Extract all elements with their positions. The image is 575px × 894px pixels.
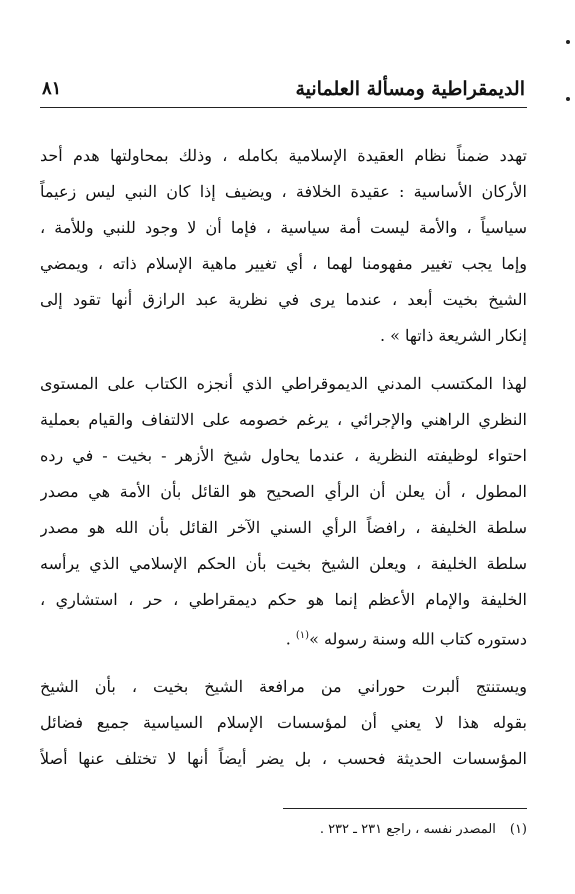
body-text <box>40 138 527 777</box>
text-line: الخليفة والإمام الأعظم إنما هو حكم ديمقراطي ، حر ، استشاري ، <box>40 590 527 609</box>
text-line: احتواء لوظيفته النظرية ، عندما يحاول شيخ الأزهر - بخيت - في رده <box>40 446 527 465</box>
text-line: بقوله هذا لا يعني أن لمؤسسات الإسلام السياسية جميع فضائل <box>40 713 527 733</box>
text-line: الأركان الأساسية : عقيدة الخلافة ، ويضيف إذا كان النبي ليس زعيماً <box>40 182 527 201</box>
footnote-rule <box>283 808 527 809</box>
text-line: المؤسسات الحديثة فحسب ، بل يضر أيضاً أنها لا تختلف عنها أصلاً <box>40 749 527 769</box>
line-tail: . <box>285 629 296 649</box>
paragraph-3 <box>40 669 527 777</box>
text-line: المطول ، أن يعلن أن الرأي الصحيح هو القائل بأن الأمة هي مصدر <box>40 482 527 501</box>
header-rule <box>40 107 527 108</box>
text-line: سياسياً ، والأمة ليست أمة سياسية ، فإما أن لا وجود للنبي وللأمة ، <box>40 218 527 237</box>
text-line: الشيخ بخيت أبعد ، عندما يرى في نظرية عبد الرازق أنها تقود إلى <box>40 290 527 309</box>
footnote-reference: (١) <box>295 630 310 641</box>
footnote-number: (١) <box>509 822 527 837</box>
text-line: وإما يجب تغيير مفهومنا لهما ، أي تغيير ماهية الإسلام ذاته ، ويمضي <box>40 254 527 273</box>
page-number: ٨١ <box>42 78 62 99</box>
paragraph-1 <box>40 138 527 354</box>
margin-dot <box>566 97 570 101</box>
text-line: دستوره كتاب الله وسنة رسوله » <box>309 629 527 649</box>
page-header <box>42 76 525 106</box>
text-line: سلطة الخليفة ، ويعلن الشيخ بخيت بأن الحكم الإسلامي الذي يرأسه <box>40 554 527 573</box>
text-line: النظري الراهني والإجرائي ، يرغم خصومه على الالتفاف والقيام بعملية <box>40 410 527 429</box>
text-line: ويستنتج ألبرت حوراني من مرافعة الشيخ بخيت ، بأن الشيخ <box>40 677 527 697</box>
text-line: إنكار الشريعة ذاتها » . <box>380 326 527 345</box>
text-line-with-note <box>40 618 527 657</box>
text-line: سلطة الخليفة ، رافضاً الرأي السني الآخر القائل بأن الله هو مصدر <box>40 518 527 537</box>
text-line: تهدد ضمناً نظام العقيدة الإسلامية بكامله ، وذلك بمحاولتها هدم أحد <box>40 146 527 165</box>
footnote <box>260 822 527 837</box>
text-line: لهذا المكتسب المدني الديموقراطي الذي أنجزه الكتاب على المستوى <box>40 374 527 393</box>
paragraph-2 <box>40 366 527 657</box>
running-title: الديمقراطية ومسألة العلمانية <box>295 78 525 100</box>
margin-dot <box>566 40 570 44</box>
footnote-text: المصدر نفسه ، راجع ٢٣١ ـ ٢٣٢ . <box>319 822 496 837</box>
